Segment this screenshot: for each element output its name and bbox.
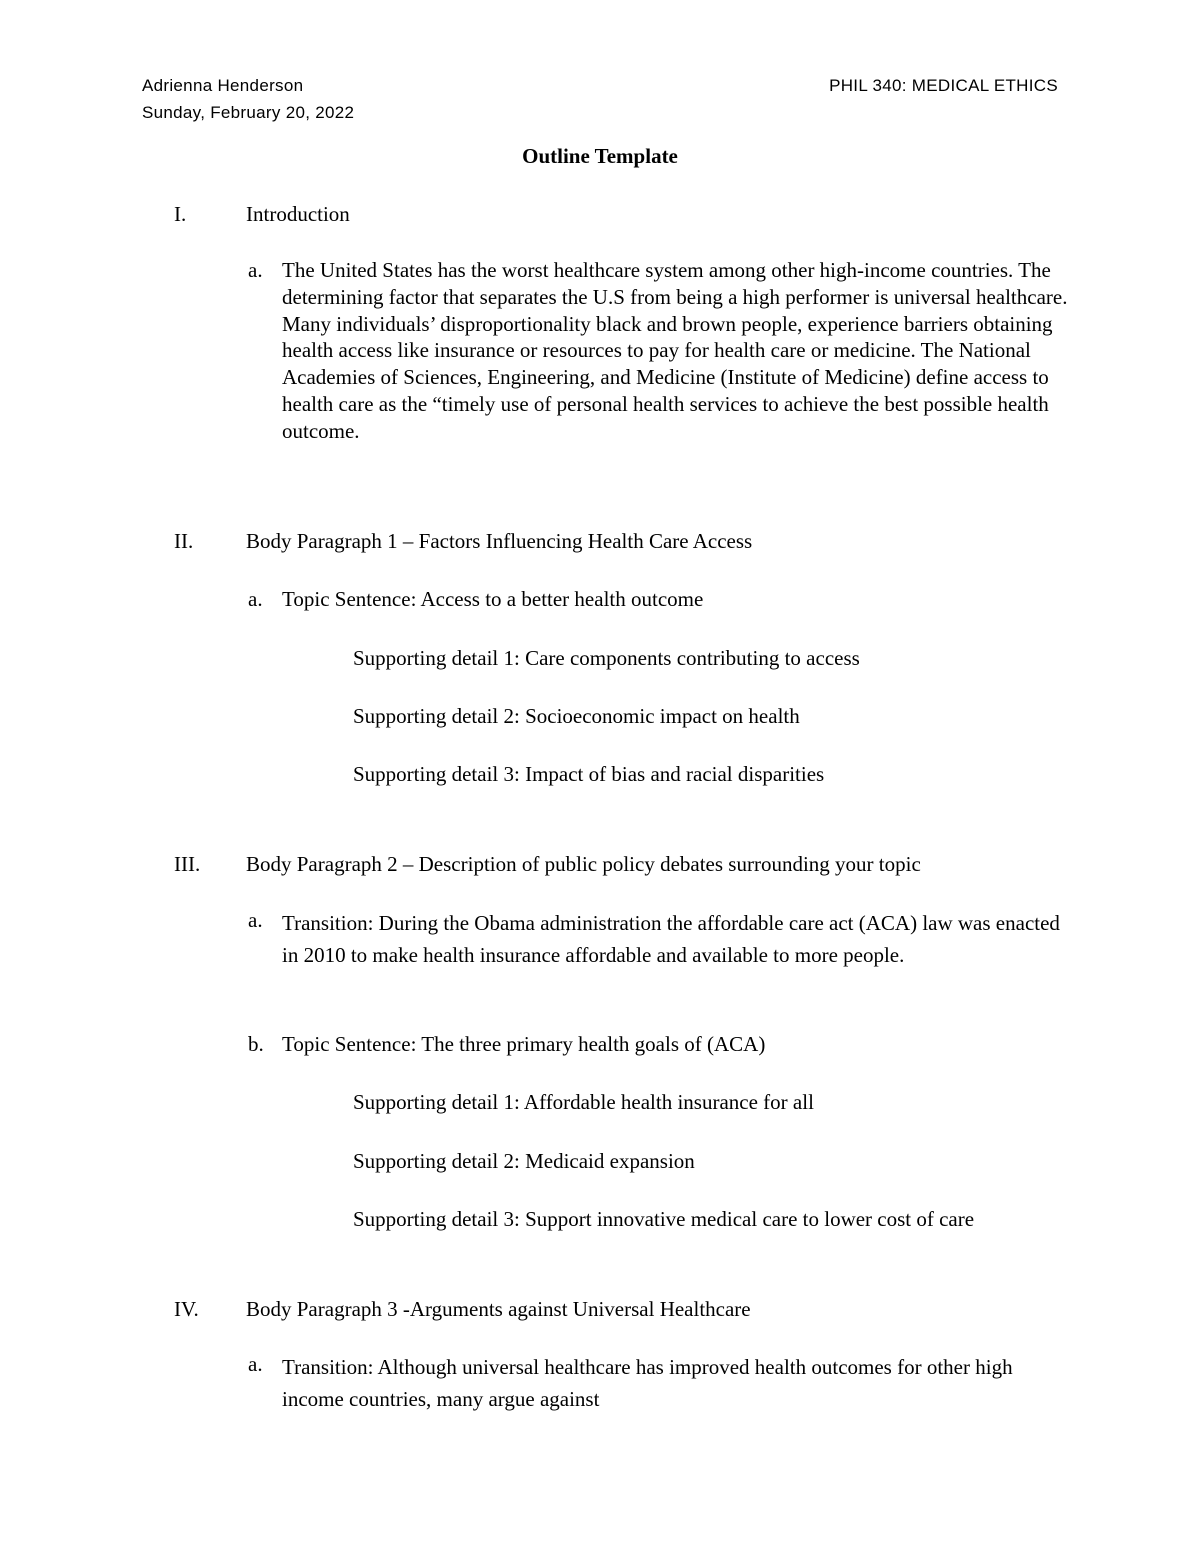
section-heading-text: Body Paragraph 3 -Arguments against Universal Healthcare: [246, 1297, 751, 1321]
item-text: Transition: Although universal healthcare has improved health outcomes for other high income countries, many argue against: [282, 1355, 1013, 1411]
section-heading-text: Body Paragraph 1 – Factors Influencing Health Care Access: [246, 529, 753, 553]
section-number: III.: [174, 852, 201, 876]
detail-text: Supporting detail 2: Socioeconomic impact on health: [353, 704, 800, 728]
document-date: Sunday, February 20, 2022: [142, 103, 355, 122]
section-heading-text: Introduction: [246, 202, 350, 226]
detail-text: Supporting detail 2: Medicaid expansion: [353, 1149, 695, 1173]
detail-text: Supporting detail 3: Impact of bias and racial disparities: [353, 762, 825, 786]
section-number: IV.: [174, 1297, 199, 1321]
item-label: a.: [248, 1352, 263, 1376]
item-label: a.: [248, 908, 263, 932]
item-text: The United States has the worst healthcare system among other high-income countries. The determining factor that separates the U.S from being a high performer is universal healthcare. Many individuals’ disproportionality black and brown people, experience barriers obtaining health access like insurance or resources to pay for health care or medicine. The National Academies of Sciences, Engineering, and Medicine (Institute of Medicine) define access to health care as the “timely use of personal health services to achieve the best possible health outcome.: [282, 258, 1068, 443]
page-title: Outline Template: [522, 144, 678, 168]
item-label: a.: [248, 258, 263, 282]
item-text: Transition: During the Obama administration the affordable care act (ACA) law was enacted in 2010 to make health insurance affordable and available to more people.: [282, 911, 1060, 967]
section-number: I.: [174, 202, 187, 226]
section-number: II.: [174, 529, 194, 553]
author-name: Adrienna Henderson: [142, 76, 304, 95]
item-text: Topic Sentence: Access to a better health outcome: [282, 587, 704, 611]
section-heading-text: Body Paragraph 2 – Description of public policy debates surrounding your topic: [246, 852, 921, 876]
detail-text: Supporting detail 1: Affordable health insurance for all: [353, 1090, 814, 1114]
course-title: PHIL 340: MEDICAL ETHICS: [829, 76, 1058, 95]
item-text: Topic Sentence: The three primary health goals of (ACA): [282, 1032, 766, 1056]
detail-text: Supporting detail 1: Care components contributing to access: [353, 646, 860, 670]
detail-text: Supporting detail 3: Support innovative medical care to lower cost of care: [353, 1207, 975, 1231]
item-label: b.: [248, 1032, 264, 1056]
item-label: a.: [248, 587, 263, 611]
